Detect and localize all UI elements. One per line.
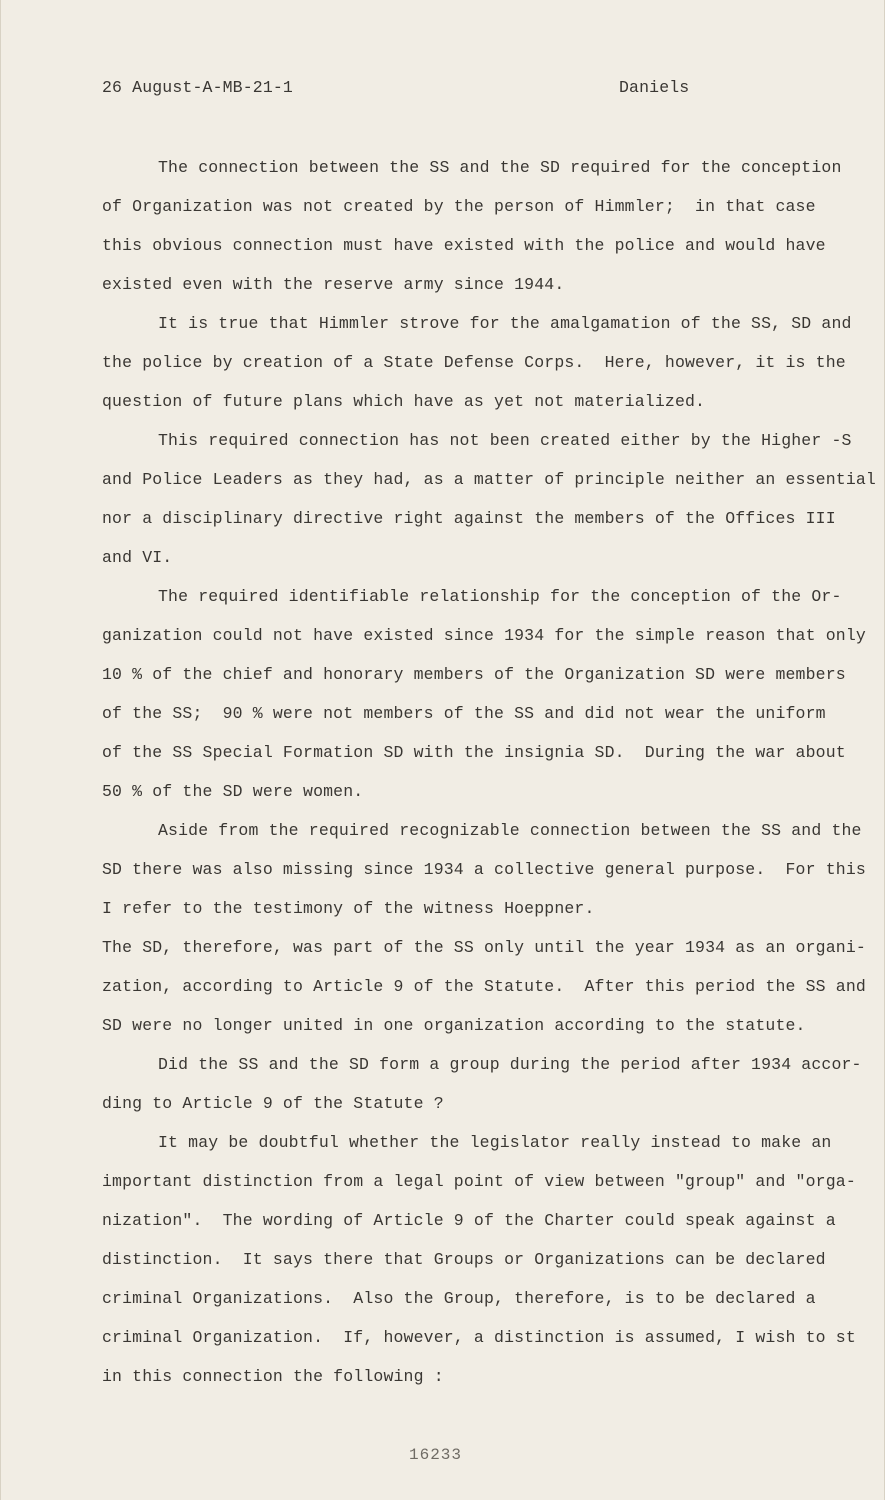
text-line: This required connection has not been created either by the Higher -S [158, 431, 852, 450]
speaker-name: Daniels [619, 78, 690, 97]
text-line: existed even with the reserve army since 1944. [102, 275, 565, 294]
text-line: SD there was also missing since 1934 a collective general purpose. For this [102, 860, 866, 879]
text-line: this obvious connection must have existed with the police and would have [102, 236, 826, 255]
text-line: nization". The wording of Article 9 of the Charter could speak against a [102, 1211, 836, 1230]
text-line: Did the SS and the SD form a group during the period after 1934 accor- [158, 1055, 862, 1074]
text-line: ding to Article 9 of the Statute ? [102, 1094, 444, 1113]
text-line: of the SS Special Formation SD with the insignia SD. During the war about [102, 743, 846, 762]
document-reference: 26 August-A-MB-21-1 [102, 78, 293, 97]
text-line: It is true that Himmler strove for the amalgamation of the SS, SD and [158, 314, 852, 333]
text-line: distinction. It says there that Groups or Organizations can be declared [102, 1250, 826, 1269]
text-line: nor a disciplinary directive right against the members of the Offices III [102, 509, 836, 528]
text-line: of Organization was not created by the person of Himmler; in that case [102, 197, 816, 216]
text-line: criminal Organizations. Also the Group, therefore, is to be declared a [102, 1289, 816, 1308]
text-line: the police by creation of a State Defense Corps. Here, however, it is the [102, 353, 846, 372]
text-line: and VI. [102, 548, 173, 567]
text-line: 50 % of the SD were women. [102, 782, 364, 801]
text-line: ganization could not have existed since 1934 for the simple reason that only [102, 626, 866, 645]
text-line: criminal Organization. If, however, a distinction is assumed, I wish to st [102, 1328, 856, 1347]
text-line: The required identifiable relationship for the conception of the Or- [158, 587, 842, 606]
text-line: 10 % of the chief and honorary members of the Organization SD were members [102, 665, 846, 684]
text-line: question of future plans which have as yet not materialized. [102, 392, 706, 411]
text-line: in this connection the following : [102, 1367, 444, 1386]
text-line: Aside from the required recognizable connection between the SS and the [158, 821, 862, 840]
text-line: important distinction from a legal point of view between "group" and "orga- [102, 1172, 856, 1191]
text-line: It may be doubtful whether the legislator really instead to make an [158, 1133, 832, 1152]
text-line: of the SS; 90 % were not members of the SS and did not wear the uniform [102, 704, 826, 723]
document-body [102, 155, 876, 1403]
text-line: zation, according to Article 9 of the Statute. After this period the SS and [102, 977, 866, 996]
text-line: The connection between the SS and the SD required for the conception [158, 158, 842, 177]
text-line: I refer to the testimony of the witness Hoeppner. [102, 899, 595, 918]
text-line: SD were no longer united in one organization according to the statute. [102, 1016, 806, 1035]
page-number: 16233 [409, 1446, 463, 1464]
text-line: The SD, therefore, was part of the SS only until the year 1934 as an organi- [102, 938, 866, 957]
text-line: and Police Leaders as they had, as a matter of principle neither an essential [102, 470, 876, 489]
